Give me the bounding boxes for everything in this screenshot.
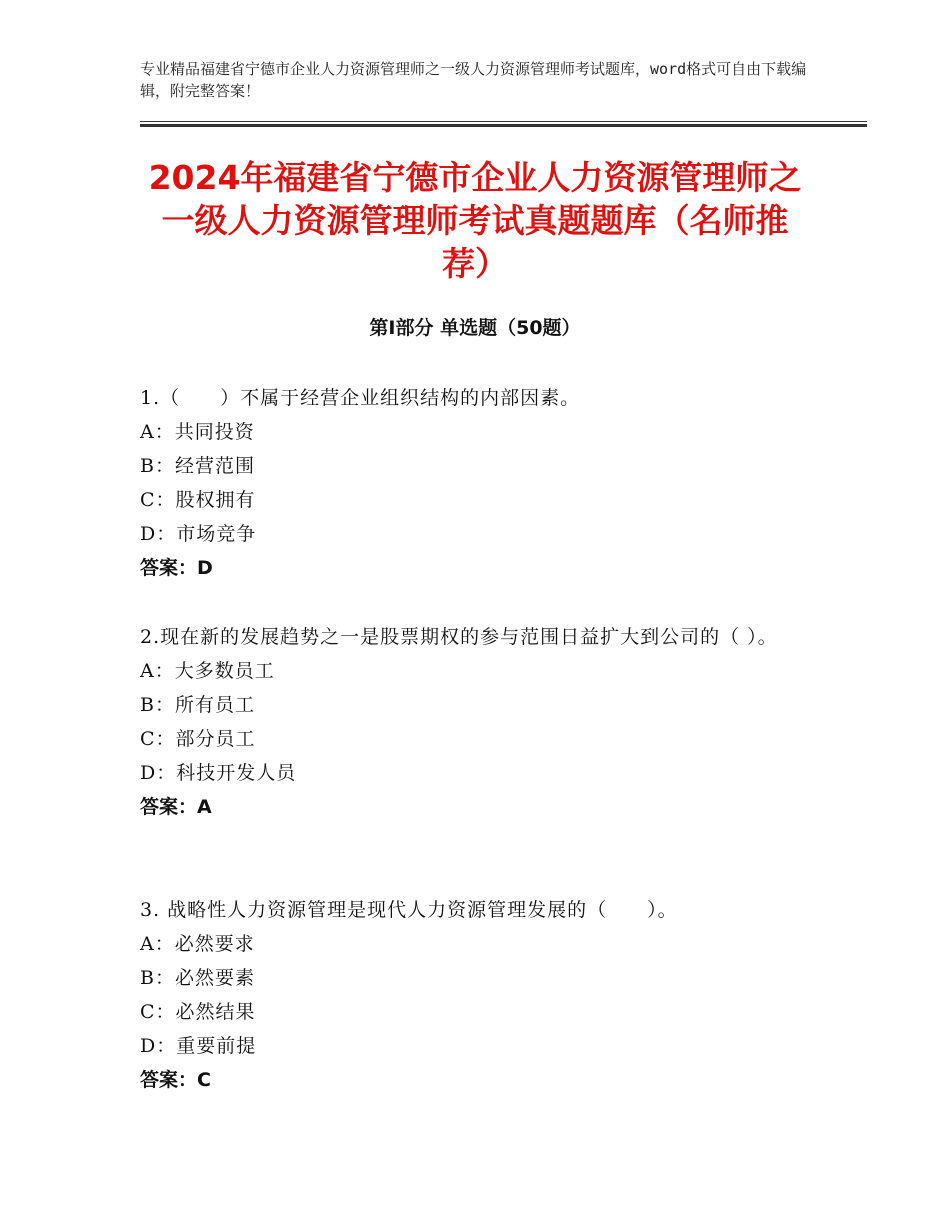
question-block (140, 620, 820, 824)
option-b: B：所有员工 (140, 694, 255, 716)
option-a: A：共同投资 (140, 421, 255, 443)
option-d: D：重要前提 (140, 1035, 257, 1057)
option-c: C：必然结果 (140, 1001, 256, 1023)
option-d: D：市场竞争 (140, 523, 257, 545)
option-c: C：部分员工 (140, 728, 256, 750)
option-d: D：科技开发人员 (140, 762, 297, 784)
question-block (140, 893, 820, 1097)
header-note: 专业精品福建省宁德市企业人力资源管理师之一级人力资源管理师考试题库，word格式可自由下载编辑，附完整答案！ (140, 60, 807, 100)
answer-line: 答案：A (140, 796, 212, 818)
document-title: 2024年福建省宁德市企业人力资源管理师之一级人力资源管理师考试真题题库（名师推荐） (148, 158, 802, 283)
question-stem: 2.现在新的发展趋势之一是股票期权的参与范围日益扩大到公司的（ ）。 (140, 626, 778, 648)
option-b: B：经营范围 (140, 455, 255, 477)
answer-line: 答案：D (140, 557, 213, 579)
header-rule-thin (140, 121, 867, 122)
option-a: A：大多数员工 (140, 660, 275, 682)
question-stem: 3. 战略性人力资源管理是现代人力资源管理发展的（ ）。 (140, 899, 678, 921)
question-stem: 1.（ ）不属于经营企业组织结构的内部因素。 (140, 387, 581, 409)
option-a: A：必然要求 (140, 933, 255, 955)
section-heading: 第Ⅰ部分 单选题（50题） (369, 317, 581, 339)
question-block (140, 381, 820, 585)
answer-line: 答案：C (140, 1069, 211, 1091)
option-b: B：必然要素 (140, 967, 255, 989)
option-c: C：股权拥有 (140, 489, 256, 511)
header-rule-thick (140, 124, 867, 127)
